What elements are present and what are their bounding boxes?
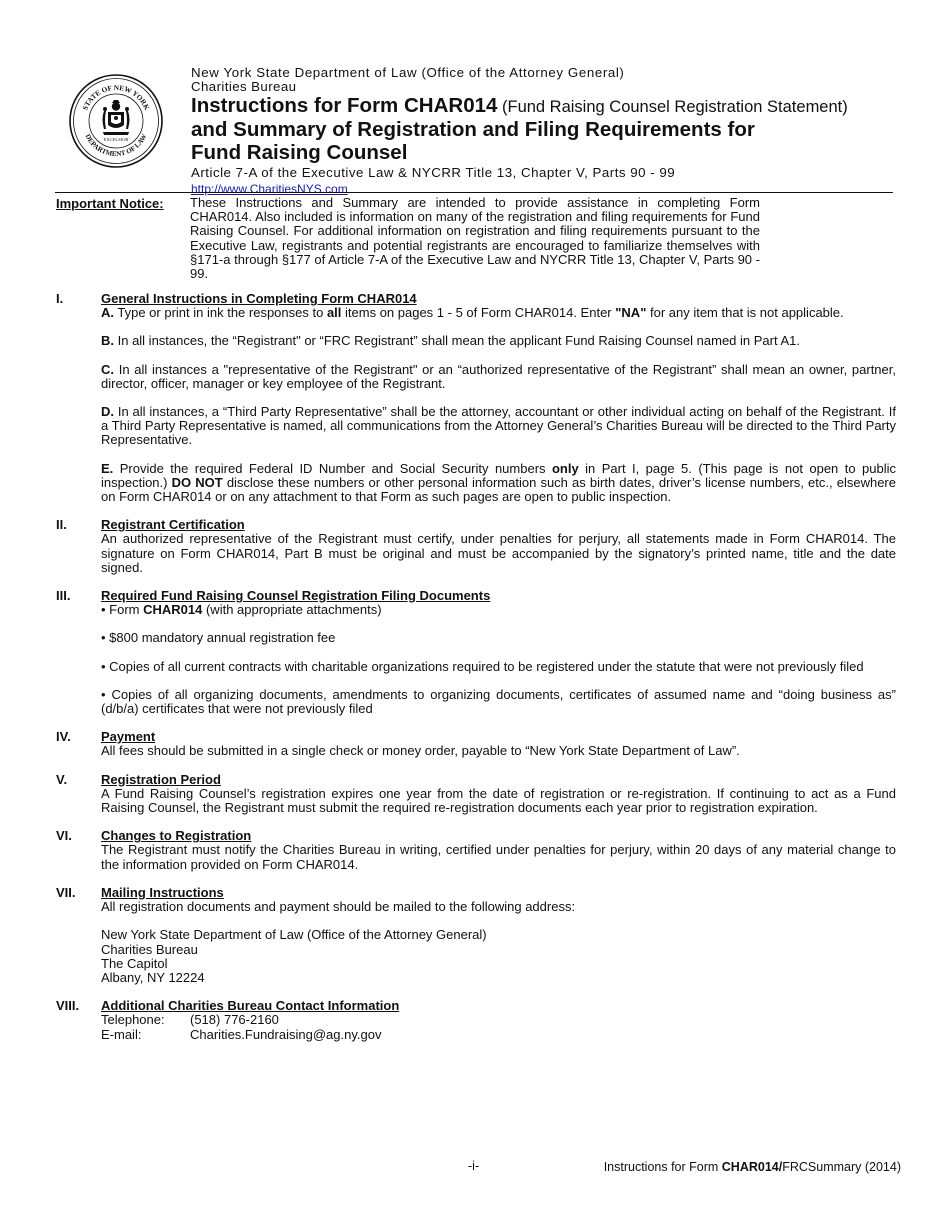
address-line: Albany, NY 12224 — [101, 969, 205, 985]
section-payment — [56, 730, 896, 758]
bureau-name: Charities Bureau — [191, 79, 297, 94]
page-number: -i- — [468, 1159, 480, 1173]
seal-ribbon: EXCELSIOR — [103, 137, 129, 142]
section-changes-to-registration — [56, 829, 896, 872]
section-number: III. — [56, 588, 71, 604]
list-item: • $800 mandatory annual registration fee — [101, 630, 336, 646]
section-heading: Changes to Registration — [101, 828, 252, 844]
section-number: V. — [56, 771, 68, 787]
section-registration-period — [56, 773, 896, 816]
section-number: I. — [56, 291, 64, 306]
important-notice-label: Important Notice: — [56, 196, 164, 211]
department-name: New York State Department of Law (Office of the Attorney General) — [191, 65, 625, 80]
telephone-label: Telephone: — [101, 1012, 165, 1028]
instruction-d: D. In all instances, a “Third Party Representative” shall be the attorney, accountant or other individual acting on behalf of the Registrant. If a Third Party Representative is named, all communications from the Attorney General’s Charities Bureau will be directed to the Third Party Representative. — [101, 404, 896, 448]
section-general-instructions — [56, 292, 896, 504]
article-reference: Article 7-A of the Executive Law & NYCRR Title 13, Chapter V, Parts 90 - 99 — [191, 165, 676, 180]
telephone-value: (518) 776-2160 — [190, 1012, 279, 1028]
address-line: The Capitol — [101, 955, 168, 971]
section-heading: Mailing Instructions — [101, 884, 224, 900]
charities-website-link[interactable]: http://www.CharitiesNYS.com — [191, 182, 348, 196]
section-number: VII. — [56, 884, 76, 900]
section-number: II. — [56, 517, 67, 533]
telephone-row — [101, 1013, 896, 1027]
section-heading: Registration Period — [101, 771, 221, 787]
section-heading: Required Fund Raising Counsel Registration Filing Documents — [101, 588, 491, 604]
instruction-e: E. Provide the required Federal ID Number and Social Security numbers only in Part I, page 5. (This page is not open to public inspection.) DO NOT disclose these numbers or other personal information such as birth dates, driver’s license numbers, etc., elsewhere on Form CHAR014 or on any attachment to that Form as such pages are open to public inspection. — [101, 460, 896, 505]
title-line-3: Fund Raising Counsel — [191, 141, 408, 164]
section-text: A Fund Raising Counsel’s registration expires one year from the date of registration or re-registration. If continuing to act as a Fund Raising Counsel, the Registrant must submit the required re-registration documents each year prior to registration expiration. — [101, 785, 896, 816]
instruction-a: A. Type or print in ink the responses to all items on pages 1 - 5 of Form CHAR014. Enter "NA" for any item that is not applicable. — [101, 305, 844, 321]
header-divider — [55, 192, 893, 193]
section-number: IV. — [56, 729, 71, 745]
title-main: Instructions for Form CHAR014 — [191, 94, 498, 117]
section-heading: General Instructions in Completing Form CHAR014 — [101, 291, 417, 306]
section-heading: Payment — [101, 729, 156, 745]
section-number: VIII. — [56, 998, 80, 1014]
list-item: • Form CHAR014 (with appropriate attachments) — [101, 602, 382, 618]
title-sub: (Fund Raising Counsel Registration Statement) — [497, 98, 848, 116]
list-item: • Copies of all current contracts with charitable organizations required to be registered under the statute that were not previously filed — [101, 658, 864, 674]
document-header — [191, 65, 911, 198]
seal-text-bottom: DEPARTMENT OF LAW — [83, 132, 149, 159]
email-value: Charities.Fundraising@ag.ny.gov — [190, 1026, 382, 1042]
section-heading: Registrant Certification — [101, 517, 245, 533]
instruction-b: B. In all instances, the “Registrant" or “FRC Registrant” shall mean the applicant Fund Raising Counsel named in Part A1. — [101, 333, 801, 349]
page-title — [191, 95, 911, 118]
address-line: Charities Bureau — [101, 941, 198, 957]
footer-document-id: Instructions for Form CHAR014/FRCSummary (2014) — [603, 1160, 901, 1174]
section-mailing-instructions — [56, 886, 896, 985]
email-row — [101, 1028, 896, 1042]
seal-text-top: STATE OF NEW YORK — [81, 83, 151, 112]
address-line: New York State Department of Law (Office of the Attorney General) — [101, 927, 487, 943]
list-item: • Copies of all organizing documents, amendments to organizing documents, certificates of assumed name and “doing business as” (d/b/a) certificates that were not previously filed — [101, 686, 896, 717]
coat-of-arms-icon — [103, 100, 130, 135]
instruction-c: C. In all instances a "representative of the Registrant" or an “authorized representative of the Registrant” shall mean an owner, partner, director, officer, manager or key employee of the Registrant. — [101, 361, 896, 391]
email-label: E-mail: — [101, 1026, 142, 1042]
section-contact-information — [56, 999, 896, 1042]
title-line-2: and Summary of Registration and Filing Requirements for — [191, 118, 755, 141]
section-number: VI. — [56, 828, 72, 844]
section-text: The Registrant must notify the Charities Bureau in writing, certified under penalties for perjury, within 20 days of any material change to the information provided on Form CHAR014. — [101, 842, 896, 872]
instruction-sections — [56, 292, 896, 1042]
section-heading: Additional Charities Bureau Contact Information — [101, 998, 400, 1014]
important-notice-text: These Instructions and Summary are intended to provide assistance in completing Form CHAR014. Also included is information on many of the registration and filing requirements for Fund Raising Counsel. For additional information on registration and filing requirements pursuant to the Executive Law, registrants and potential registrants are encouraged to familiarize themselves with §171-a through §177 of Article 7-A of the Executive Law and NYCRR Title 13, Chapter V, Parts 90 - 99. — [190, 195, 760, 282]
department-of-law-seal — [68, 73, 164, 169]
section-registrant-certification — [56, 518, 896, 575]
section-text: An authorized representative of the Registrant must certify, under penalties for perjury, all statements made in Form CHAR014. The signature on Form CHAR014, Part B must be original and must be accompanied by the signatory’s printed name, title and the date signed. — [101, 531, 896, 575]
section-text: All fees should be submitted in a single check or money order, payable to “New York State Department of Law”. — [101, 743, 740, 759]
section-text: All registration documents and payment should be mailed to the following address: — [101, 899, 576, 915]
section-required-documents — [56, 589, 896, 716]
mailing-address — [101, 928, 896, 985]
